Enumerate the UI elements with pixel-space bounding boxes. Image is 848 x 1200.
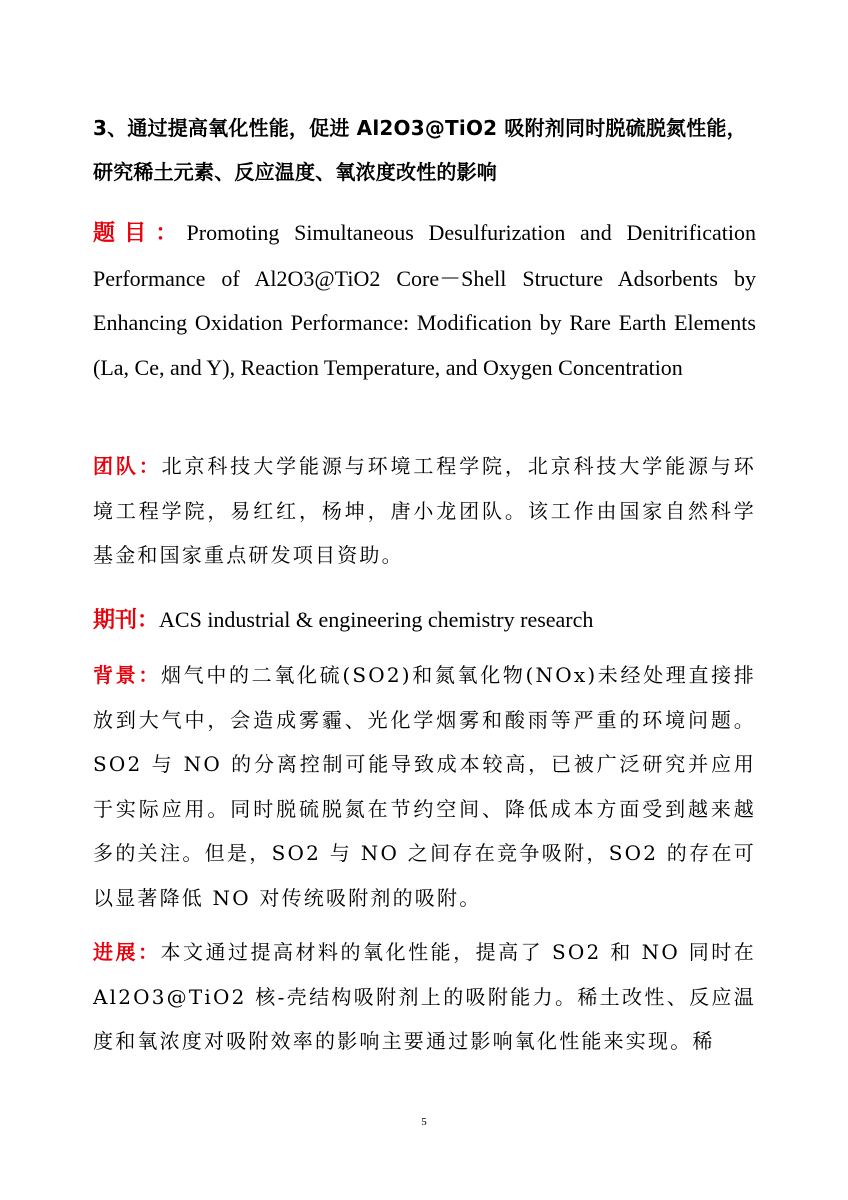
team-text: 北京科技大学能源与环境工程学院，北京科技大学能源与环境工程学院，易红红，杨坤，唐小龙团队。该工作由国家自然科学基金和国家重点研发项目资助。: [93, 454, 756, 567]
progress-paragraph: [93, 930, 756, 1064]
title-paragraph: [93, 211, 756, 390]
background-label: 背景：: [93, 663, 161, 687]
progress-label: 进展：: [93, 940, 161, 964]
journal-paragraph: [93, 598, 756, 644]
section-heading-line-2: 研究稀土元素、反应温度、氧浓度改性的影响: [93, 160, 497, 184]
title-text: Promoting Simultaneous Desulfurization and Denitrification Performance of Al2O3@TiO2 Core－Shell Structure Adsorbents by Enhancing Oxidation Performance: Modification by Rare Earth Elements (La, Ce, and Y), Reaction Temperature, and Oxygen Concentration: [93, 220, 756, 380]
team-label: 团队：: [93, 454, 162, 478]
page-number: 5: [421, 1116, 427, 1128]
background-paragraph: [93, 653, 756, 920]
background-text: 烟气中的二氧化硫(SO2)和氮氧化物(NOx)未经处理直接排放到大气中，会造成雾霾、光化学烟雾和酸雨等严重的环境问题。SO2 与 NO 的分离控制可能导致成本较高，已被广泛研究并应用于实际应用。同时脱硫脱氮在节约空间、降低成本方面受到越来越多的关注。但是，SO2 与 NO 之间存在竞争吸附，SO2 的存在可以显著降低 NO 对传统吸附剂的吸附。: [93, 663, 756, 910]
progress-text: 本文通过提高材料的氧化性能，提高了 SO2 和 NO 同时在 Al2O3@TiO2 核-壳结构吸附剂上的吸附能力。稀土改性、反应温度和氧浓度对吸附效率的影响主要通过影响氧化性能来实现。稀: [93, 940, 756, 1053]
team-paragraph: [93, 444, 756, 578]
journal-text: ACS industrial & engineering chemistry research: [159, 607, 594, 632]
section-heading-line-1: 3、通过提高氧化性能，促进 Al2O3@TiO2 吸附剂同时脱硫脱氮性能，: [93, 116, 747, 140]
journal-label: 期刊：: [93, 608, 160, 633]
title-label: 题目：: [93, 221, 187, 246]
